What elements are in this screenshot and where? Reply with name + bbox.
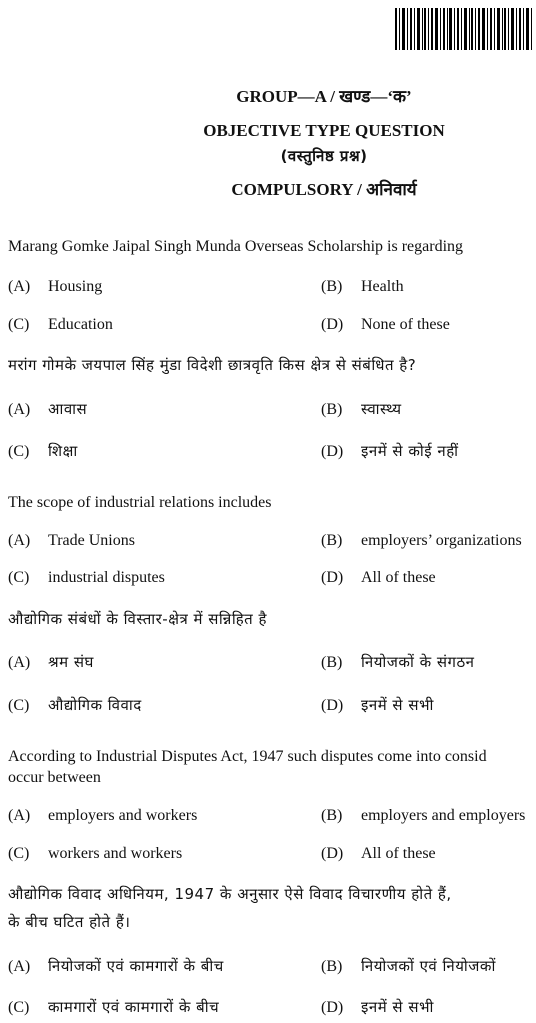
q2-option-d: (D) All of these [321,569,436,586]
question-3-english-line-2: occur between [8,769,101,786]
q2-hindi-option-c: (C) औद्योगिक विवाद [8,696,142,714]
barcode [393,8,533,50]
q3-option-b: (B) employers and employers [321,807,526,824]
section-title: OBJECTIVE TYPE QUESTION [203,121,445,140]
q3-hindi-option-c: (C) कामगारों एवं कामगारों के बीच [8,998,220,1016]
q3-hindi-option-a: (A) नियोजकों एवं कामगारों के बीच [8,957,224,975]
q1-option-b: (B) Health [321,278,404,295]
q2-hindi-option-a: (A) श्रम संघ [8,653,94,671]
q3-option-a: (A) employers and workers [8,807,198,824]
q1-hindi-option-c: (C) शिक्षा [8,442,78,460]
q2-option-a: (A) Trade Unions [8,532,135,549]
q1-hindi-option-b: (B) स्वास्थ्य [321,400,402,418]
question-2-english: The scope of industrial relations includes [8,494,272,511]
q1-option-c: (C) Education [8,316,113,333]
q1-option-a: (A) Housing [8,278,103,295]
question-3-english-line-1: According to Industrial Disputes Act, 1947 such disputes come into consid [8,748,487,765]
q3-option-d: (D) All of these [321,845,436,862]
question-1-hindi: मरांग गोमके जयपाल सिंह मुंडा विदेशी छात्रवृति किस क्षेत्र से संबंधित है? [8,356,417,374]
question-1-english: Marang Gomke Jaipal Singh Munda Overseas Scholarship is regarding [8,238,464,255]
q2-hindi-option-d: (D) इनमें से सभी [321,696,434,714]
q2-option-c: (C) industrial disputes [8,569,165,586]
q3-hindi-option-d: (D) इनमें से सभी [321,998,434,1016]
q1-hindi-option-d: (D) इनमें से कोई नहीं [321,442,459,460]
group-heading: GROUP—A / खण्ड—‘क’ [236,87,412,106]
q2-option-b: (B) employers’ organizations [321,532,522,549]
q3-option-c: (C) workers and workers [8,845,183,862]
section-title-hindi: (वस्तुनिष्ठ प्रश्न) [280,147,368,165]
q1-hindi-option-a: (A) आवास [8,400,88,418]
compulsory-heading: COMPULSORY / अनिवार्य [231,180,417,199]
question-2-hindi: औद्योगिक संबंधों के विस्तार-क्षेत्र में सन्निहित है [8,610,267,628]
question-3-hindi-line-2: के बीच घटित होते हैं। [8,913,131,931]
q1-option-d: (D) None of these [321,316,450,333]
question-3-hindi-line-1: औद्योगिक विवाद अधिनियम, 1947 के अनुसार ऐसे विवाद विचारणीय होते हैं, [8,885,452,903]
q3-hindi-option-b: (B) नियोजकों एवं नियोजकों [321,957,496,975]
q2-hindi-option-b: (B) नियोजकों के संगठन [321,653,475,671]
